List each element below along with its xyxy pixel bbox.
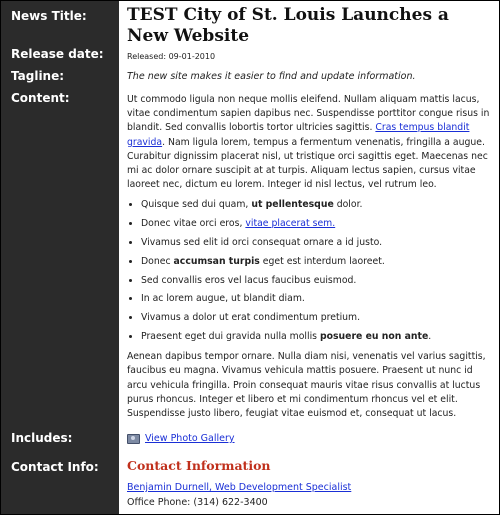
paragraph-1-rest: . Nam ligula lorem, tempus a fermentum venenatis, fringilla a augue. Curabitur dignissim placerat nisl, ut tristique orci sagittis eget. Maecenas nec mi ac dolor ornare suscipit at at turpis. Aliquam lectus sapien, cursus vitae laoreet nec, dictum eu lorem. Integer id nisl lectus, vel rutrum leo.	[127, 136, 488, 191]
label-contact-info: Contact Info:	[11, 460, 99, 474]
bullet-text: eget est interdum laoreet.	[259, 255, 385, 267]
bullet-text: Quisque sed dui quam,	[141, 199, 252, 211]
paragraph-1	[127, 93, 495, 192]
cras-tempus-link[interactable]: Cras tempus blandit gravida	[127, 122, 470, 148]
list-item	[141, 217, 495, 231]
label-content: Content:	[11, 91, 70, 105]
label-release-date: Release date:	[11, 47, 104, 61]
bullet-text: Donec	[141, 255, 174, 267]
view-photo-gallery-link[interactable]: View Photo Gallery	[145, 433, 235, 444]
bullet-bold: ut pellentesque	[251, 199, 334, 211]
list-item	[141, 330, 495, 344]
paragraph-2: Aenean dapibus tempor ornare. Nulla diam nisi, venenatis vel varius sagittis, faucibus eu magna. Vivamus vehicula mattis posuere. Praesent ut nunc id arcu vehicula fringilla. Proin consequat mauris vitae risus convallis at luctus purus rhoncus. Integer et libero et mi condimentum rhoncus vel et elit. Suspendisse justo libero, feugiat vitae euismod et, consequat ut lacus.	[127, 351, 486, 420]
list-item	[141, 274, 495, 288]
list-item	[141, 255, 495, 269]
bullet-list	[127, 198, 495, 344]
label-includes: Includes:	[11, 431, 73, 445]
label-column	[1, 1, 119, 514]
content-column	[119, 1, 499, 514]
paragraph-1-text: Ut commodo ligula non neque mollis eleifend. Nullam aliquam mattis lacus, vitae condimentum sapien dapibus nec. Suspendisse porttitor congue risus in blandit. Sed convallis lobortis tortor ultricies sagittis.	[127, 94, 490, 134]
bullet-text: dolor.	[333, 199, 363, 211]
contact-phone: Office Phone: (314) 622-3400	[127, 497, 268, 508]
contact-name-link[interactable]: Benjamin Durnell, Web Development Specialist	[127, 482, 352, 493]
bullet-text: In ac lorem augue, ut blandit diam.	[141, 293, 305, 305]
article-content	[127, 93, 495, 421]
bullet-text: Vivamus sed elit id orci consequat ornare a id justo.	[141, 237, 383, 249]
bullet-text: .	[428, 331, 432, 342]
bullet-bold: posuere eu non ante	[319, 331, 429, 342]
label-tagline: Tagline:	[11, 69, 65, 83]
bullet-text: Vivamus a dolor ut erat condimentum pretium.	[141, 312, 361, 324]
list-item	[141, 198, 495, 212]
bullet-bold: accumsan turpis	[173, 255, 260, 267]
tagline: The new site makes it easier to find and update information.	[127, 71, 416, 82]
bullet-text: Donec vitae orci eros,	[141, 218, 246, 230]
bullet-text: Praesent eget dui gravida nulla mollis	[141, 331, 320, 342]
includes-row	[127, 433, 235, 444]
label-news-title: News Title:	[11, 9, 87, 23]
vitae-placerat-link[interactable]: vitae placerat sem.	[245, 218, 336, 230]
bullet-text: Sed convallis eros vel lacus faucibus euismod.	[141, 274, 357, 286]
list-item	[141, 311, 495, 325]
news-title: TEST City of St. Louis Launches a New Website	[127, 5, 449, 46]
list-item	[141, 292, 495, 306]
photo-gallery-icon[interactable]	[127, 434, 140, 444]
release-date: Released: 09-01-2010	[127, 52, 216, 61]
list-item	[141, 236, 495, 250]
contact-heading: Contact Information	[127, 458, 271, 473]
